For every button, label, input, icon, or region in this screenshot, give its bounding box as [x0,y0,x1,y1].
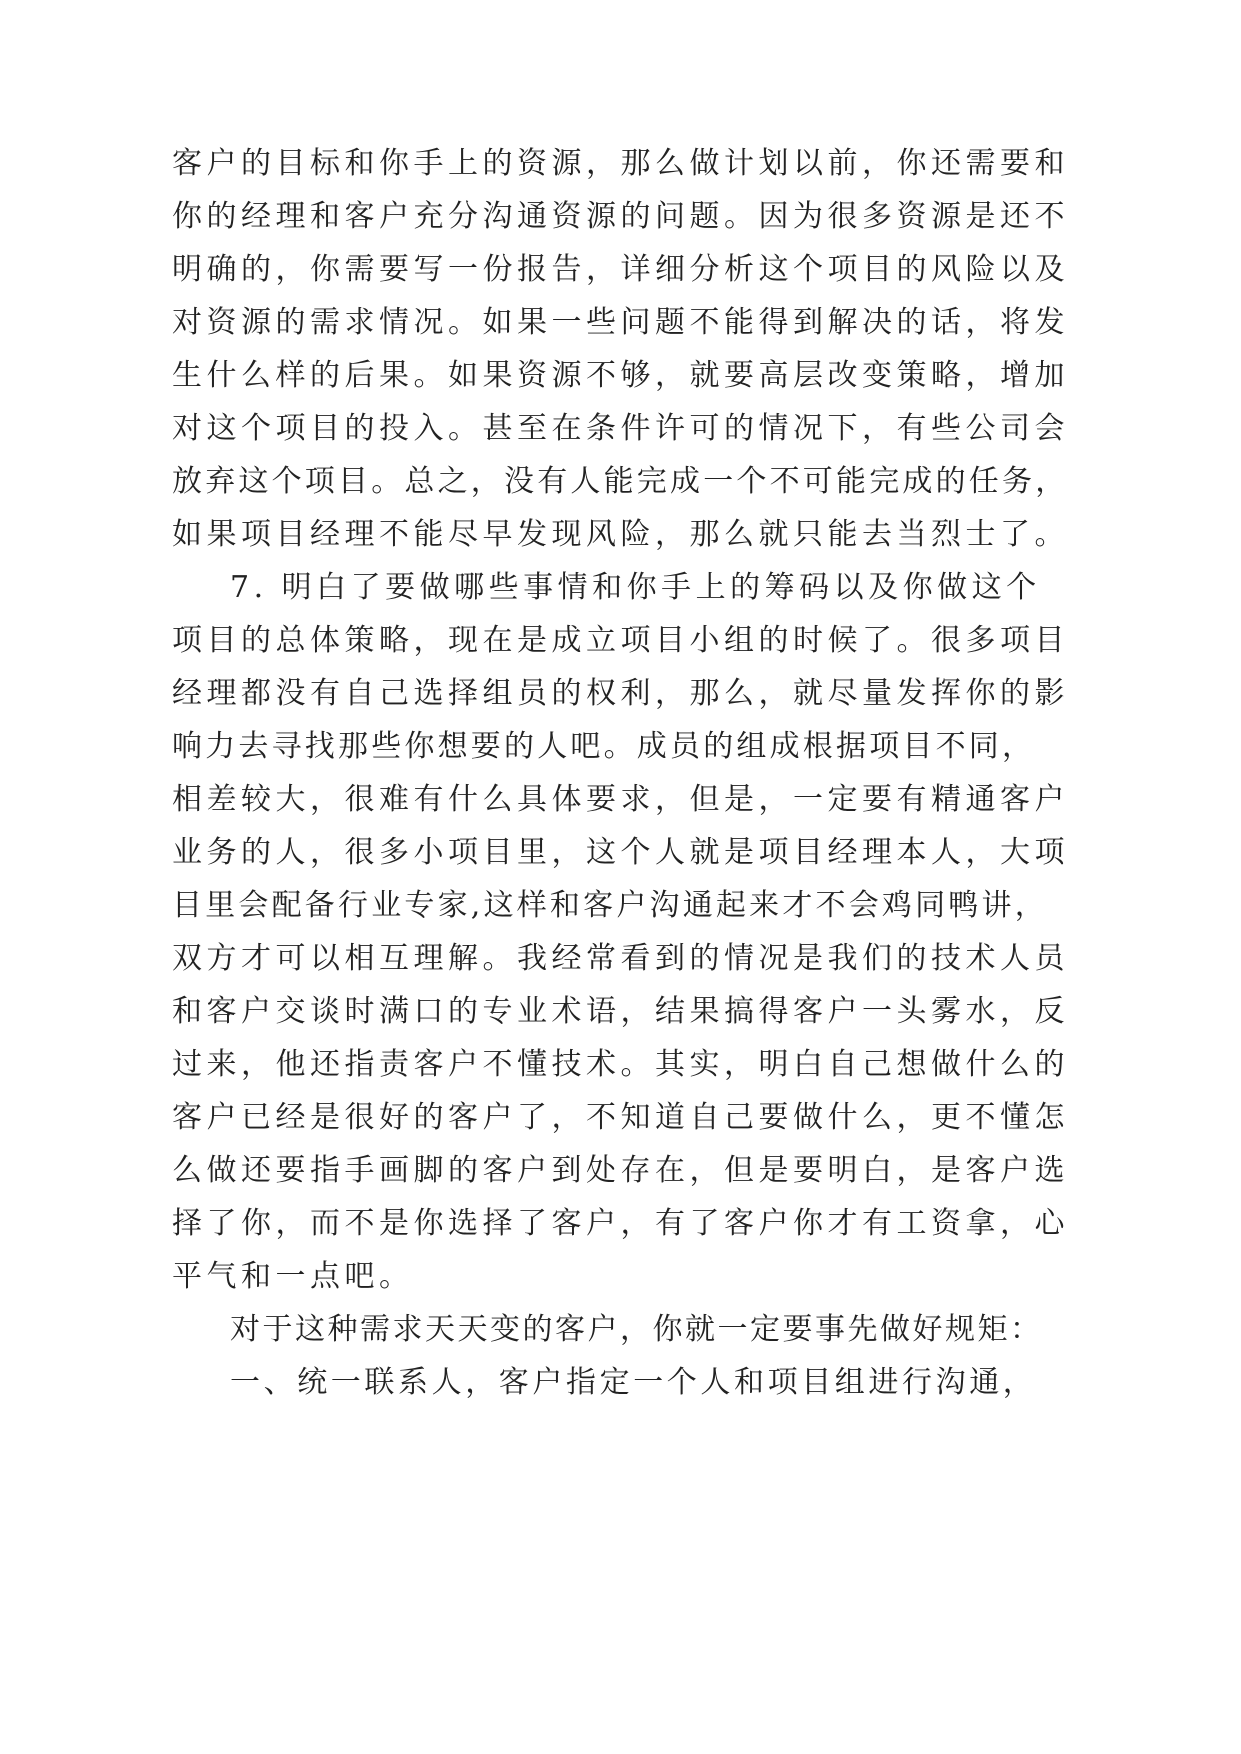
text-line: 生什么样的后果。如果资源不够，就要高层改变策略，增加 [172,358,1069,393]
text-line: 相差较大，很难有什么具体要求，但是，一定要有精通客户 [172,782,1069,817]
text-line: 么做还要指手画脚的客户到处存在，但是要明白，是客户选 [172,1153,1069,1188]
text-line: 如果项目经理不能尽早发现风险，那么就只能去当烈士了。 [172,517,1069,552]
text-line: 过来，他还指责客户不懂技术。其实，明白自己想做什么的 [172,1047,1069,1082]
text-line: 明确的，你需要写一份报告，详细分析这个项目的风险以及 [172,252,1069,287]
text-line: 对这个项目的投入。甚至在条件许可的情况下，有些公司会 [172,411,1069,446]
text-line: 对于这种需求天天变的客户，你就一定要事先做好规矩： [230,1312,1043,1347]
text-line: 客户的目标和你手上的资源，那么做计划以前，你还需要和 [172,146,1069,181]
text-line: 项目的总体策略，现在是成立项目小组的时候了。很多项目 [172,623,1069,658]
text-line: 7. 明白了要做哪些事情和你手上的筹码以及你做这个 [230,570,1041,605]
text-line: 你的经理和客户充分沟通资源的问题。因为很多资源是还不 [172,199,1069,234]
text-line: 双方才可以相互理解。我经常看到的情况是我们的技术人员 [172,941,1069,976]
text-line: 一、统一联系人，客户指定一个人和项目组进行沟通， [230,1365,1037,1400]
text-line: 业务的人，很多小项目里，这个人就是项目经理本人，大项 [172,835,1069,870]
text-line: 经理都没有自己选择组员的权利，那么，就尽量发挥你的影 [172,676,1069,711]
text-line: 择了你，而不是你选择了客户，有了客户你才有工资拿，心 [172,1206,1069,1241]
text-line: 客户已经是很好的客户了，不知道自己要做什么，更不懂怎 [172,1100,1069,1135]
text-line: 对资源的需求情况。如果一些问题不能得到解决的话，将发 [172,305,1069,340]
text-line: 响力去寻找那些你想要的人吧。成员的组成根据项目不同， [172,729,1036,764]
text-line: 放弃这个项目。总之，没有人能完成一个不可能完成的任务， [172,464,1069,499]
text-line: 目里会配备行业专家,这样和客户沟通起来才不会鸡同鸭讲， [172,888,1048,923]
text-line: 平气和一点吧。 [172,1259,414,1294]
text-line: 和客户交谈时满口的专业术语，结果搞得客户一头雾水，反 [172,994,1069,1029]
